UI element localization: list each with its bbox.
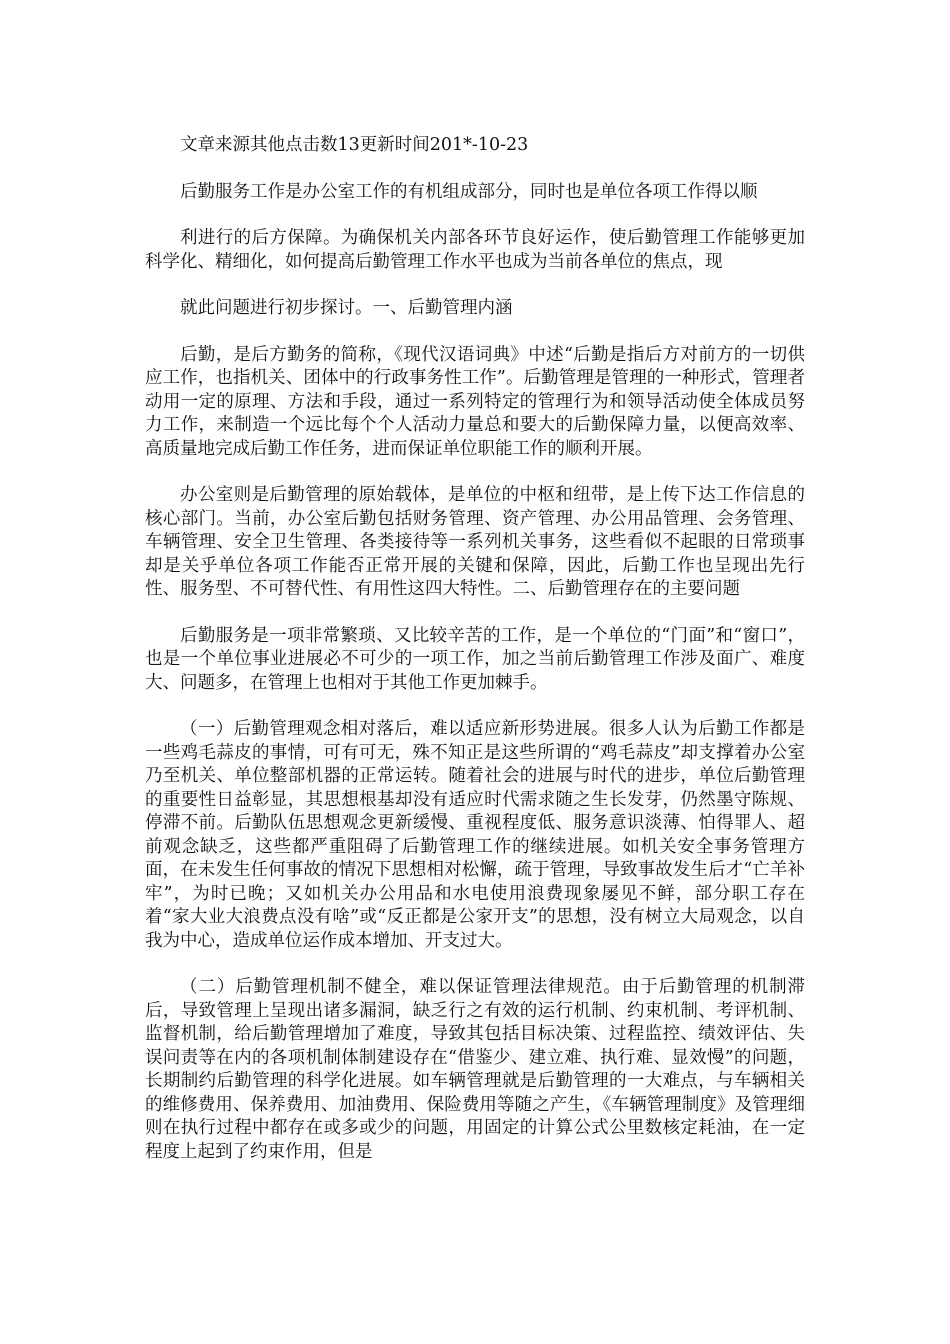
section-one-heading-paragraph: 就此问题进行初步探讨。一、后勤管理内涵 (180, 298, 513, 318)
problem-two-paragraph: （二）后勤管理机制不健全，难以保证管理法律规范。由于后勤管理的机制滞后，导致管理上呈现出诸多漏洞，缺乏行之有效的运行机制、约束机制、考评机制、监督机制，给后勤管理增加了难度，导致其包括目标决策、过程监控、绩效评估、失误问责等在内的各项机制体制建设存在“借鉴少、建立难、执行难、显效慢”的问题，长期制约后勤管理的科学化进展。如车辆管理就是后勤管理的一大难点，与车辆相关的维修费用、保养费用、加油费用、保险费用等随之产生，《车辆管理制度》及管理细则在执行过程中都存在或多或少的问题，用固定的计算公式公里数核定耗油，在一定程度上起到了约束作用，但是 (145, 977, 805, 1162)
logistics-service-paragraph: 后勤服务是一项非常繁琐、又比较辛苦的工作，是一个单位的“门面”和“窗口”，也是一个单位事业进展必不可少的一项工作，加之当前后勤管理工作涉及面广、难度大、问题多，在管理上也相对于其他工作更加棘手。 (145, 625, 805, 693)
office-logistics-paragraph: 办公室则是后勤管理的原始载体，是单位的中枢和纽带，是上传下达工作信息的核心部门。当前，办公室后勤包括财务管理、资产管理、办公用品管理、会务管理、车辆管理、安全卫生管理、各类接待等一系列机关事务，这些看似不起眼的日常琐事却是关乎单位各项工作能否正常开展的关键和保障，因此，后勤工作也呈现出先行性、服务型、不可替代性、有用性这四大特性。二、后勤管理存在的主要问题 (145, 485, 805, 599)
intro-paragraph-part-1: 后勤服务工作是办公室工作的有机组成部分，同时也是单位各项工作得以顺 (180, 181, 758, 202)
source-info-line: 文章来源其他点击数13更新时间201*-10-23 (180, 135, 529, 155)
document-page (145, 134, 805, 1187)
problem-one-paragraph: （一）后勤管理观念相对落后，难以适应新形势进展。很多人认为后勤工作都是一些鸡毛蒜皮的事情，可有可无，殊不知正是这些所谓的“鸡毛蒜皮”却支撑着办公室乃至机关、单位整部机器的正常运转。随着社会的进展与时代的进步，单位后勤管理的重要性日益彰显，其思想根基却没有适应时代需求随之生长发芽，仍然墨守陈规、停滞不前。后勤队伍思想观念更新缓慢、重视程度低、服务意识淡薄、怕得罪人、超前观念缺乏，这些都严重阻碍了后勤管理工作的继续进展。如机关安全事务管理方面，在未发生任何事故的情况下思想相对松懈，疏于管理，导致事故发生后才“亡羊补牢”，为时已晚；又如机关办公用品和水电使用浪费现象屡见不鲜，部分职工存在着“家大业大浪费点没有啥”或“反正都是公家开支”的思想，没有树立大局观念，以自我为中心，造成单位运作成本增加、开支过大。 (145, 719, 805, 951)
intro-paragraph-part-2: 利进行的后方保障。为确保机关内部各环节良好运作，使后勤管理工作能够更加科学化、精细化，如何提高后勤管理工作水平也成为当前各单位的焦点，现 (145, 228, 805, 272)
logistics-definition-paragraph: 后勤，是后方勤务的简称，《现代汉语词典》中述“后勤是指后方对前方的一切供应工作，也指机关、团体中的行政事务性工作”。后勤管理是管理的一种形式，管理者动用一定的原理、方法和手段，通过一系列特定的管理行为和领导活动使全体成员努力工作，来制造一个远比每个个人活动力量总和要大的后勤保障力量，以便高效率、高质量地完成后勤工作任务，进而保证单位职能工作的顺利开展。 (145, 344, 805, 459)
